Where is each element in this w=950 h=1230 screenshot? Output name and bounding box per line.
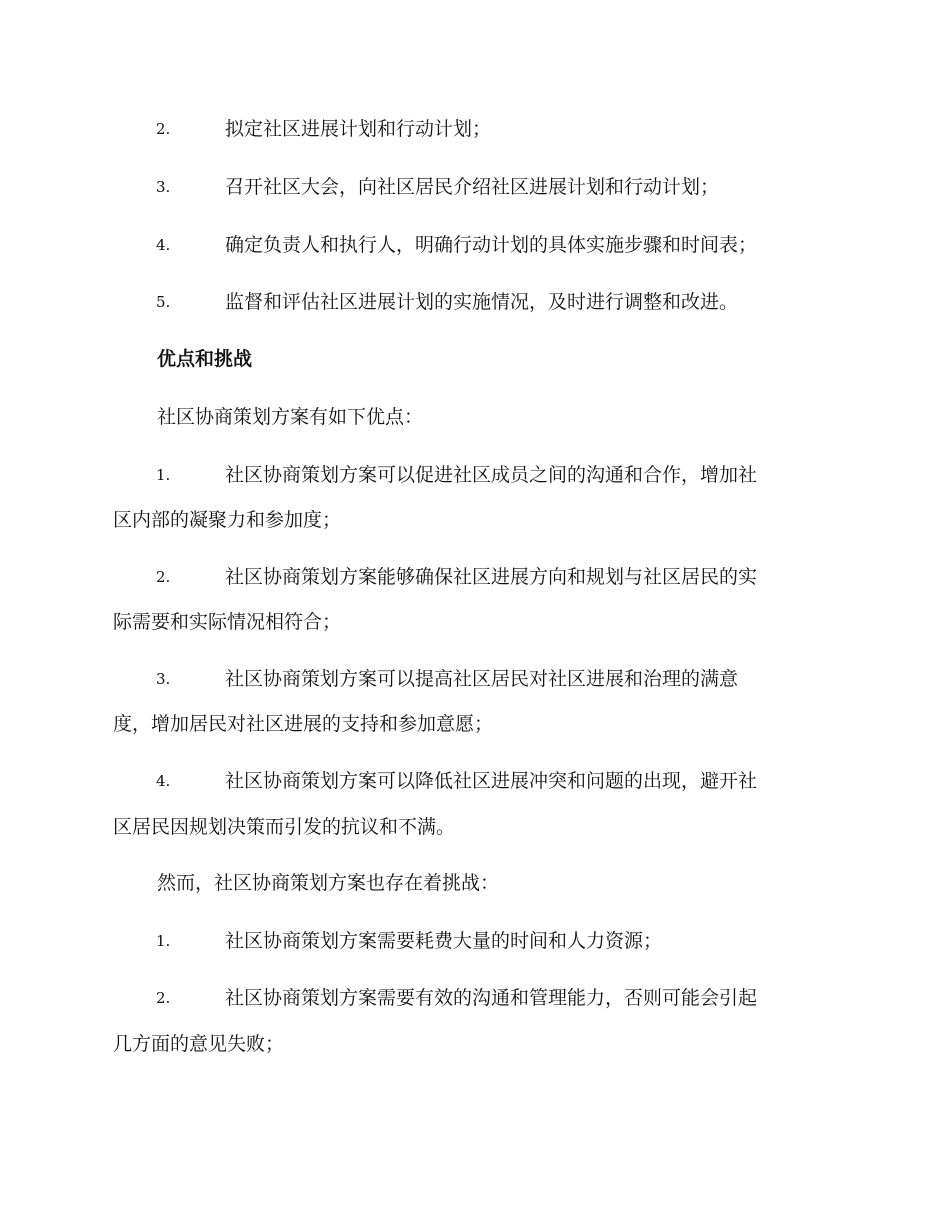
list-text: 社区协商策划方案可以提高社区居民对社区进展和治理的满意 bbox=[225, 668, 739, 690]
list-number: 4. bbox=[156, 236, 171, 254]
challenges-intro: 然而，社区协商策划方案也存在着挑战： bbox=[157, 872, 500, 894]
section-heading: 优点和挑战 bbox=[157, 348, 253, 370]
list-number: 2. bbox=[156, 120, 171, 138]
list-text: 社区协商策划方案可以降低社区进展冲突和问题的出现，避开社 bbox=[225, 770, 758, 792]
list-text-continued: 几方面的意见失败； bbox=[113, 1033, 285, 1055]
list-text-continued: 区内部的凝聚力和参加度； bbox=[113, 509, 342, 531]
list-number: 3. bbox=[156, 670, 171, 688]
list-text: 社区协商策划方案能够确保社区进展方向和规划与社区居民的实 bbox=[225, 566, 758, 588]
list-text: 社区协商策划方案可以促进社区成员之间的沟通和合作，增加社 bbox=[225, 464, 758, 486]
list-number: 1. bbox=[156, 932, 171, 950]
list-text: 确定负责人和执行人，明确行动计划的具体实施步骤和时间表； bbox=[225, 234, 758, 256]
list-text-continued: 际需要和实际情况相符合； bbox=[113, 611, 342, 633]
list-number: 2. bbox=[156, 568, 171, 586]
list-text: 拟定社区进展计划和行动计划； bbox=[225, 118, 492, 140]
list-text: 召开社区大会，向社区居民介绍社区进展计划和行动计划； bbox=[225, 176, 720, 198]
list-number: 3. bbox=[156, 178, 171, 196]
advantages-intro: 社区协商策划方案有如下优点： bbox=[157, 406, 424, 428]
list-number: 2. bbox=[156, 989, 171, 1007]
list-text: 社区协商策划方案需要耗费大量的时间和人力资源； bbox=[225, 930, 663, 952]
list-text-continued: 区居民因规划决策而引发的抗议和不满。 bbox=[113, 816, 456, 838]
list-number: 1. bbox=[156, 466, 171, 484]
list-number: 5. bbox=[156, 293, 171, 311]
list-text: 监督和评估社区进展计划的实施情况，及时进行调整和改进。 bbox=[225, 291, 739, 313]
list-text-continued: 度，增加居民对社区进展的支持和参加意愿； bbox=[113, 713, 494, 735]
list-number: 4. bbox=[156, 772, 171, 790]
list-text: 社区协商策划方案需要有效的沟通和管理能力，否则可能会引起 bbox=[225, 987, 758, 1009]
